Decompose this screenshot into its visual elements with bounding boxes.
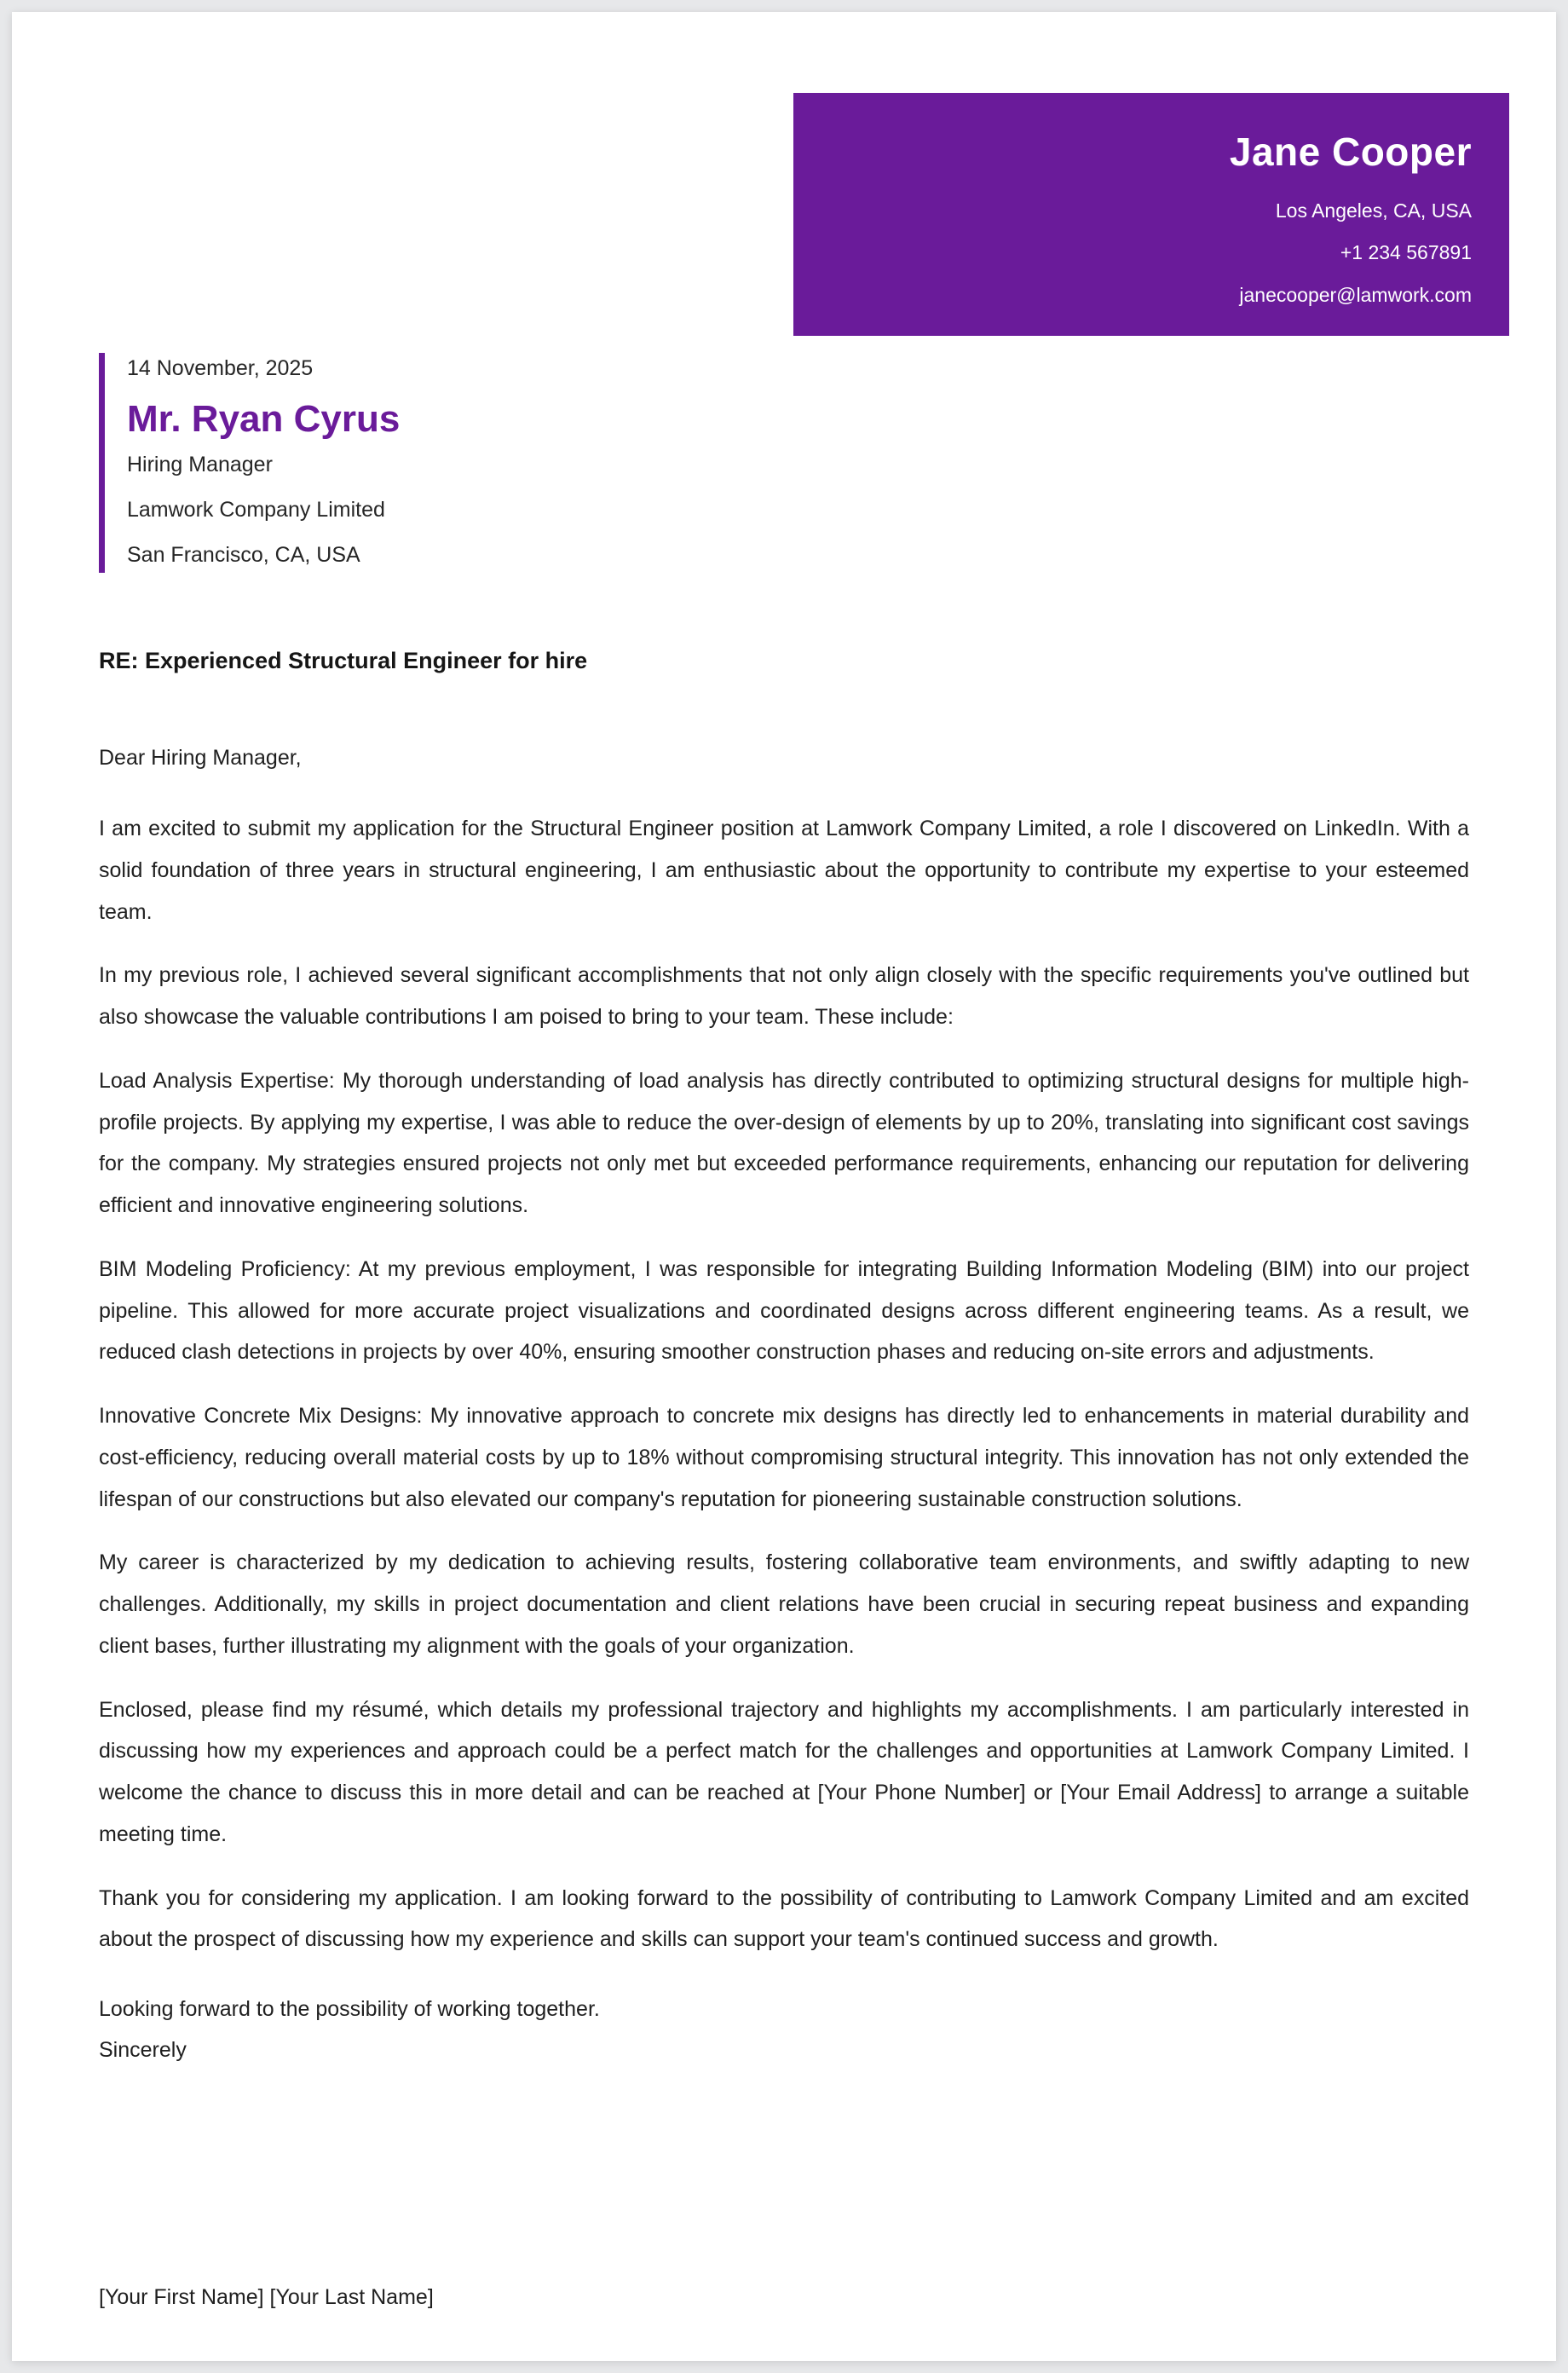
sender-phone: +1 234 567891	[1340, 241, 1472, 264]
sender-location: Los Angeles, CA, USA	[1275, 199, 1472, 222]
signoff: Sincerely	[99, 2037, 187, 2062]
subject-line: RE: Experienced Structural Engineer for hire	[99, 648, 588, 673]
body-paragraph: I am excited to submit my application for the Structural Engineer position at Lamwork Company Limited, a role I discovered on LinkedIn. With a solid foundation of three years in structural engineering, I am enthusiastic about the opportunity to contribute my expertise to your esteemed team.	[99, 817, 1469, 924]
sender-name: Jane Cooper	[1229, 130, 1472, 174]
sender-email: janecooper@lamwork.com	[1239, 283, 1472, 306]
body-paragraph: In my previous role, I achieved several significant accomplishments that not only align closely with the specific requirements you've outlined but also showcase the valuable contributions I am poised to bring to your team. These include:	[99, 963, 1469, 1029]
closing-line: Looking forward to the possibility of working together.	[99, 1997, 600, 2021]
body-paragraph: BIM Modeling Proficiency: At my previous employment, I was responsible for integrating Building Information Modeling (BIM) into our project pipeline. This allowed for more accurate project visualizations and coordinated designs across different engineering teams. As a result, we reduced clash detections in projects by over 40%, ensuring smoother construction phases and reducing on-site errors and adjustments.	[99, 1256, 1469, 1365]
letter-date: 14 November, 2025	[127, 356, 314, 380]
body-paragraph: Enclosed, please find my résumé, which details my professional trajectory and highlights my accomplishments. I am particularly interested in discussing how my experiences and approach could be a perfect match for the challenges and opportunities at Lamwork Company Limited. I welcome the chance to discuss this in more detail and can be reached at [Your Phone Number] or [Your Email Address] to arrange a suitable meeting time.	[99, 1697, 1469, 1846]
recipient-name: Mr. Ryan Cyrus	[127, 398, 401, 440]
salutation: Dear Hiring Manager,	[99, 746, 302, 770]
sender-header-block	[793, 93, 1509, 336]
body-paragraph: Thank you for considering my application. I am looking forward to the possibility of contributing to Lamwork Company Limited and am excited about the prospect of discussing how my experience and skills can support your team's continued success and growth.	[99, 1885, 1469, 1952]
recipient-location: San Francisco, CA, USA	[127, 543, 360, 567]
body-paragraph: Load Analysis Expertise: My thorough understanding of load analysis has directly contributed to optimizing structural designs for multiple high-profile projects. By applying my expertise, I was able to reduce the over-design of elements by up to 20%, translating into significant cost savings for the company. My strategies ensured projects not only met but exceeded performance requirements, enhancing our reputation for delivering efficient and innovative engineering solutions.	[99, 1068, 1469, 1217]
cover-letter-page	[12, 12, 1556, 2361]
recipient-block	[99, 353, 1469, 573]
body-paragraph: My career is characterized by my dedication to achieving results, fostering collaborative team environments, and swiftly adapting to new challenges. Additionally, my skills in project documentation and client relations have been crucial in securing repeat business and expanding client bases, further illustrating my alignment with the goals of your organization.	[99, 1550, 1469, 1658]
closing-block	[99, 1989, 1469, 2070]
body-paragraph: Innovative Concrete Mix Designs: My innovative approach to concrete mix designs has directly led to enhancements in material durability and cost-efficiency, reducing overall material costs by up to 18% without compromising structural integrity. This innovation has not only extended the lifespan of our constructions but also elevated our company's reputation for pioneering sustainable construction solutions.	[99, 1404, 1469, 1511]
recipient-title: Hiring Manager	[127, 453, 273, 476]
signature-name: [Your First Name] [Your Last Name]	[99, 2285, 434, 2309]
recipient-company: Lamwork Company Limited	[127, 498, 385, 522]
